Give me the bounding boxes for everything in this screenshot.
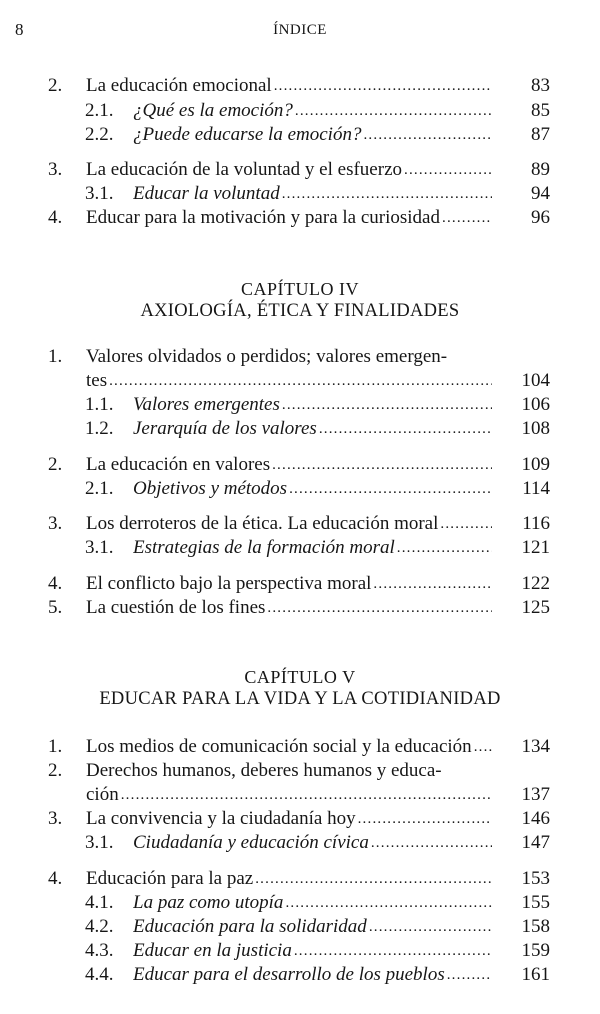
entry-number: 2. [48,760,63,781]
entry-title: La cuestión de los fines [86,597,266,618]
dot-leader [356,808,492,830]
entry-page: 108 [521,418,550,439]
dot-leader [440,207,492,229]
entry-title: Los derroteros de la ética. La educación moral [86,513,439,534]
entry-page: 147 [521,832,550,853]
entry-title: Educar para la motivación y para la curiosidad [86,207,440,228]
dot-leader [107,370,492,392]
toc-entry [0,346,600,372]
toc-subentry [0,478,600,504]
entry-page: 116 [522,513,550,534]
entry-title: La convivencia y la ciudadanía hoy [86,808,356,829]
dot-leader [472,736,492,758]
entry-page: 134 [521,736,550,757]
toc-entry [0,573,600,599]
entry-number: 3. [48,513,63,534]
entry-number: 3. [48,159,63,180]
dot-leader [272,75,492,97]
entry-title: Valores emergentes [133,394,280,415]
entry-title: ción [86,784,119,805]
entry-title: El conflicto bajo la perspectiva moral [86,573,372,594]
toc-subentry [0,916,600,942]
entry-title: Ciudadanía y educación cívica [133,832,369,853]
entry-number: 1.2. [85,418,114,439]
page-number: 8 [15,20,24,39]
dot-leader [270,454,492,476]
entry-title: Derechos humanos, deberes humanos y educa- [86,760,442,781]
entry-title: La educación de la voluntad y el esfuerzo [86,159,402,180]
dot-leader [402,159,492,181]
dot-leader [438,513,492,535]
entry-page: 125 [521,597,550,618]
dot-leader [317,418,492,440]
entry-number: 1. [48,346,63,367]
dot-leader [283,892,492,914]
entry-number: 4.3. [85,940,114,961]
entry-title: La educación en valores [86,454,271,475]
dot-leader [361,124,492,146]
chapter-title: EDUCAR PARA LA VIDA Y LA COTIDIANIDAD [99,689,501,709]
entry-number: 1.1. [85,394,114,415]
dot-leader [280,394,492,416]
toc-subentry [0,832,600,858]
entry-number: 3. [48,808,63,829]
entry-number: 4. [48,207,63,228]
entry-title: Educación para la solidaridad [133,916,367,937]
entry-page: 159 [521,940,550,961]
entry-title: tes [86,370,108,391]
toc-entry [0,159,600,185]
entry-title: Educar la voluntad [133,183,280,204]
entry-page: 106 [521,394,550,415]
toc-entry [0,736,600,762]
toc-subentry [0,892,600,918]
chapter-label: CAPÍTULO V [244,667,356,687]
entry-page: 114 [522,478,550,499]
toc-subentry [0,124,600,150]
entry-number: 4.1. [85,892,114,913]
entry-title: Educar en la justicia [133,940,292,961]
entry-number: 4.2. [85,916,114,937]
entry-number: 5. [48,597,63,618]
entry-page: 109 [521,454,550,475]
entry-page: 83 [531,75,550,96]
dot-leader [293,100,492,122]
toc-subentry [0,100,600,126]
entry-title: Objetivos y métodos [133,478,288,499]
toc-subentry [0,940,600,966]
entry-number: 2. [48,75,63,96]
entry-page: 104 [521,370,550,391]
dot-leader [445,964,492,986]
entry-page: 158 [521,916,550,937]
entry-title: Educación para la paz [86,868,254,889]
entry-page: 153 [521,868,550,889]
entry-title: Los medios de comunicación social y la educación [86,736,472,757]
toc-entry [0,513,600,539]
entry-number: 4. [48,868,63,889]
dot-leader [395,537,492,559]
chapter-label: CAPÍTULO IV [241,279,359,299]
entry-page: 89 [531,159,550,180]
dot-leader [287,478,492,500]
entry-number: 1. [48,736,63,757]
entry-page: 94 [531,183,550,204]
toc-entry [0,75,600,101]
entry-page: 96 [531,207,550,228]
entry-number: 2.1. [85,100,114,121]
entry-number: 3.1. [85,183,114,204]
dot-leader [265,597,492,619]
toc-entry [0,760,600,786]
dot-leader [292,940,492,962]
toc-entry-continuation [0,784,600,810]
toc-subentry [0,394,600,420]
toc-entry [0,868,600,894]
entry-page: 161 [521,964,550,985]
entry-number: 3.1. [85,832,114,853]
entry-number: 4. [48,573,63,594]
entry-title: Estrategias de la formación moral [133,537,395,558]
entry-number: 3.1. [85,537,114,558]
dot-leader [367,916,492,938]
entry-number: 2.2. [85,124,114,145]
entry-page: 155 [521,892,550,913]
entry-title: La paz como utopía [133,892,284,913]
entry-title: ¿Puede educarse la emoción? [133,124,362,145]
running-head: ÍNDICE [273,22,327,38]
dot-leader [253,868,492,890]
entry-title: ¿Qué es la emoción? [133,100,293,121]
toc-entry [0,454,600,480]
dot-leader [371,573,492,595]
entry-page: 121 [521,537,550,558]
entry-page: 87 [531,124,550,145]
chapter-title: AXIOLOGÍA, ÉTICA Y FINALIDADES [140,301,460,321]
toc-subentry [0,418,600,444]
toc-entry-continuation [0,370,600,396]
dot-leader [119,784,492,806]
entry-title: Educar para el desarrollo de los pueblos [133,964,445,985]
entry-page: 137 [521,784,550,805]
dot-leader [280,183,492,205]
entry-number: 4.4. [85,964,114,985]
entry-title: Valores olvidados o perdidos; valores emergen- [86,346,448,367]
entry-page: 146 [521,808,550,829]
entry-title: Jerarquía de los valores [133,418,317,439]
dot-leader [369,832,492,854]
toc-entry [0,207,600,233]
toc-entry [0,808,600,834]
entry-page: 85 [531,100,550,121]
entry-number: 2.1. [85,478,114,499]
toc-subentry [0,537,600,563]
toc-subentry [0,183,600,209]
entry-number: 2. [48,454,63,475]
toc-subentry [0,964,600,990]
toc-entry [0,597,600,623]
entry-page: 122 [521,573,550,594]
entry-title: La educación emocional [86,75,272,96]
